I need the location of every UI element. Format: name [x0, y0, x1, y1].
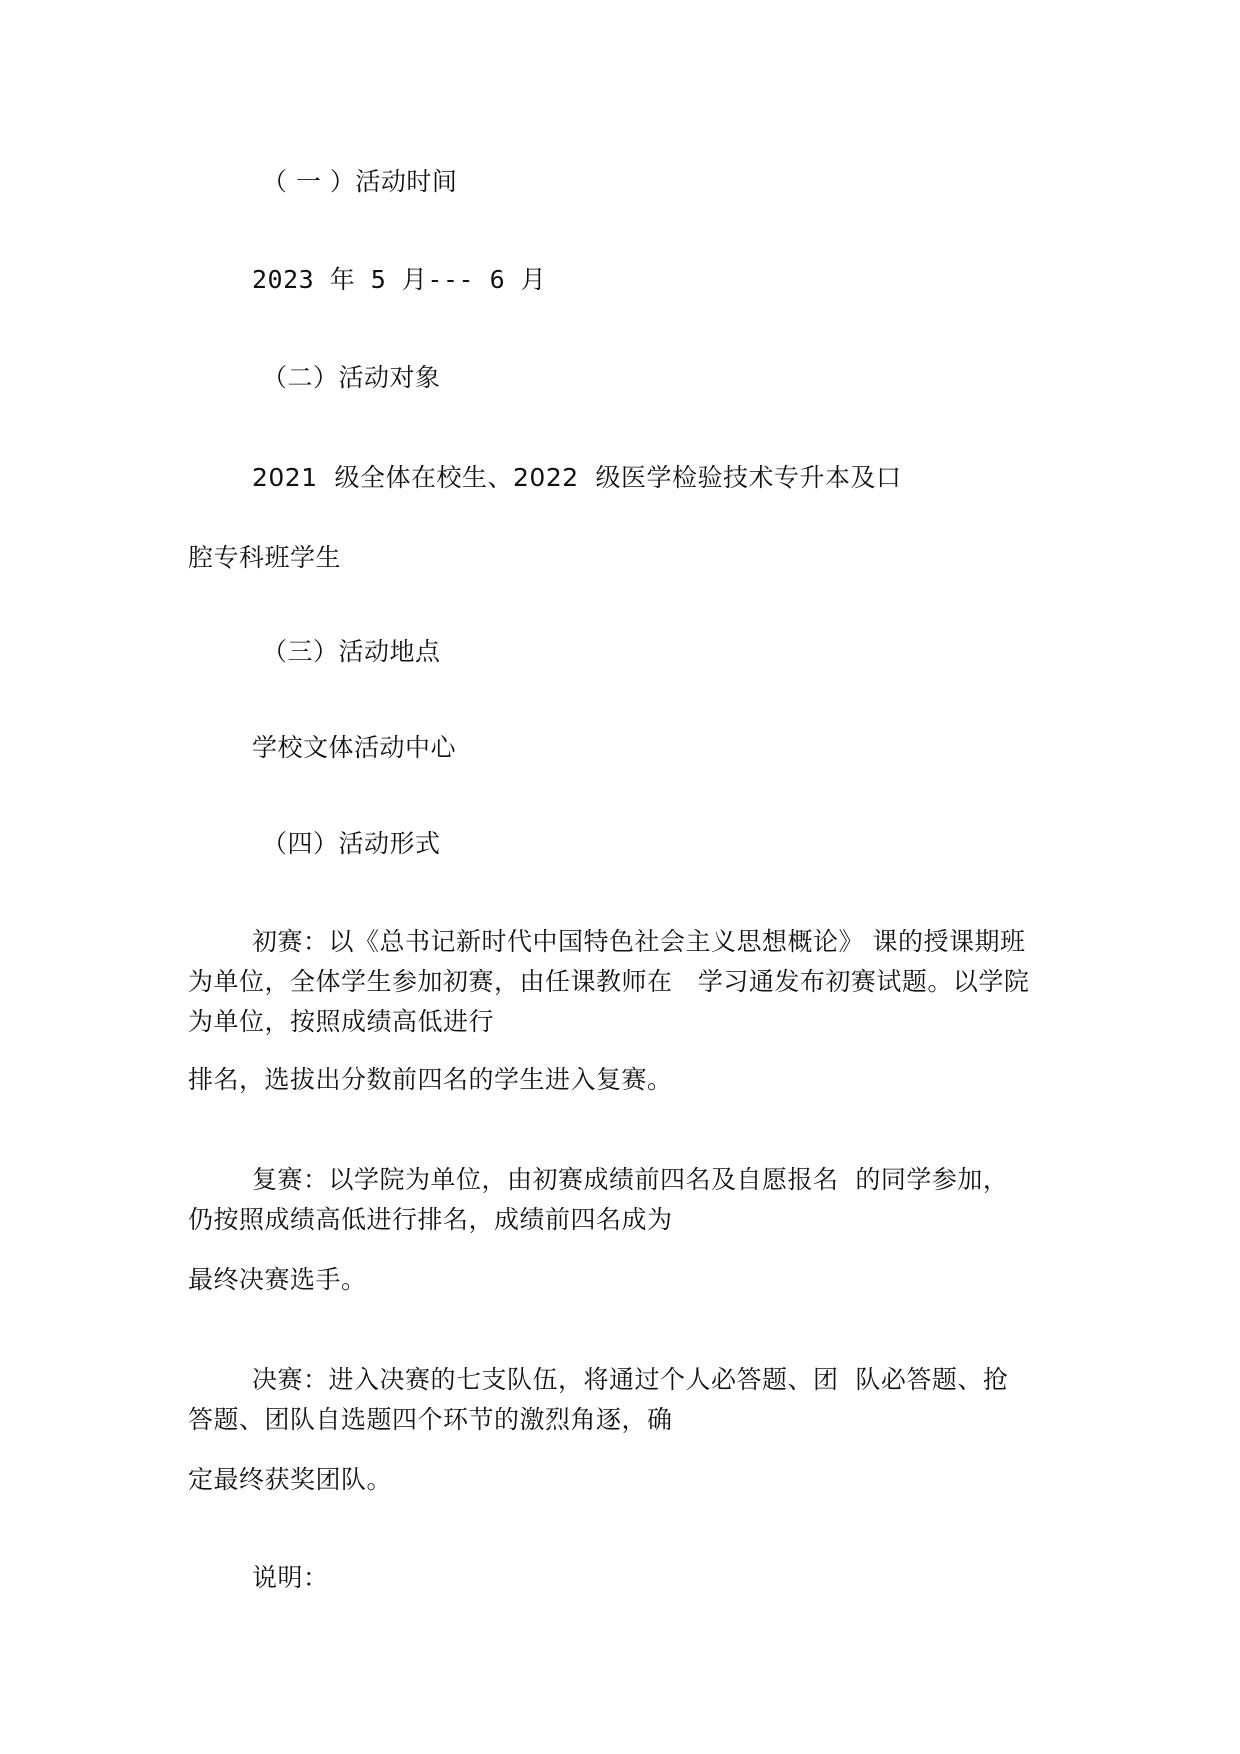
audience-content-line1: 2021 级全体在校生、2022 级医学检验技术专升本及口	[252, 463, 902, 492]
semifinal-line2: 仍按照成绩高低进行排名，成绩前四名成为	[188, 1205, 673, 1234]
section-heading-location: （三）活动地点	[262, 637, 441, 666]
location-content: 学校文体活动中心	[252, 733, 457, 762]
section-heading-format: （四）活动形式	[262, 829, 441, 858]
preliminary-line3: 为单位，按照成绩高低进行	[188, 1007, 495, 1036]
notes-heading: 说明：	[252, 1563, 329, 1592]
section-heading-time: （ 一 ）活动时间	[262, 167, 458, 196]
audience-content-line2: 腔专科班学生	[188, 543, 342, 572]
final-line1: 决赛：进入决赛的七支队伍，将通过个人必答题、团 队必答题、抢	[252, 1365, 1009, 1394]
section-heading-audience: （二）活动对象	[262, 363, 441, 392]
preliminary-line2: 为单位，全体学生参加初赛，由任课教师在 学习通发布初赛试题。以学院	[188, 967, 1030, 996]
final-line2: 答题、团队自选题四个环节的激烈角逐，确	[188, 1405, 673, 1434]
preliminary-line1: 初赛：以《总书记新时代中国特色社会主义思想概论》 课的授课期班	[252, 927, 1026, 956]
semifinal-line3: 最终决赛选手。	[188, 1265, 367, 1294]
final-line3: 定最终获奖团队。	[188, 1465, 393, 1494]
preliminary-line4: 排名，选拔出分数前四名的学生进入复赛。	[188, 1065, 673, 1094]
time-content: 2023 年 5 月--- 6 月	[252, 265, 547, 294]
semifinal-line1: 复赛：以学院为单位，由初赛成绩前四名及自愿报名 的同学参加，	[252, 1165, 1009, 1194]
